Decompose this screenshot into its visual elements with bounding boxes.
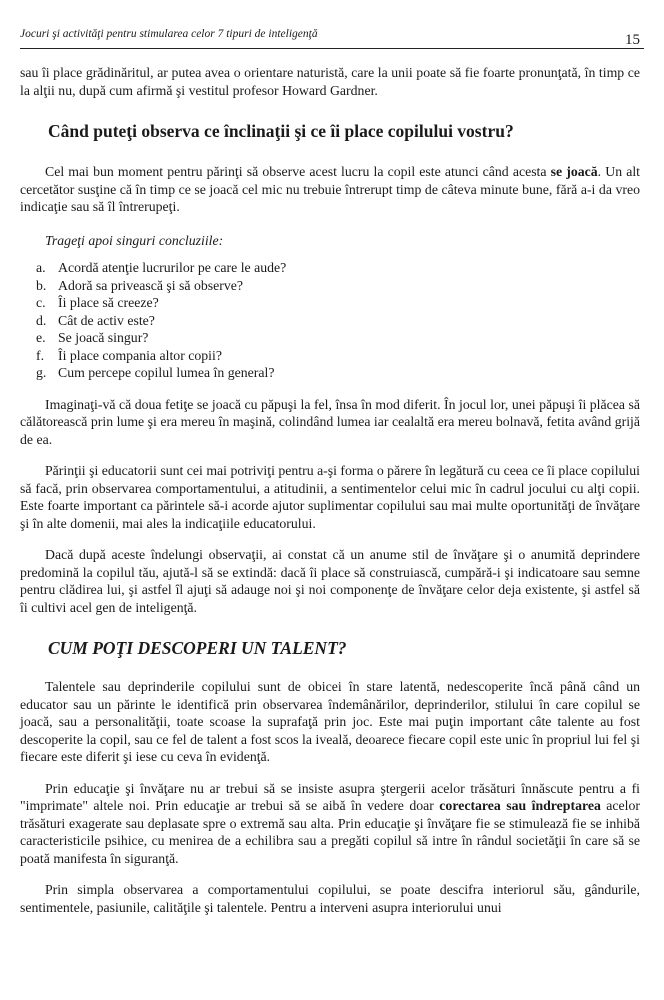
list-text: Acordă atenţie lucrurilor pe care le aude?: [58, 260, 287, 275]
emphasis-text: se joacă: [550, 164, 598, 179]
list-text: Se joacă singur?: [58, 330, 149, 345]
paragraph-education: [20, 780, 640, 868]
paragraph-text: acelor trăsături exagerate sau deplasate spre o extremă sau alta. Prin educaţie şi învăţare fie se stimulează fie se inhibă caracteristicile psihice, cu menirea de a echilibra sau a pregăti copilul să intre în rândul societăţii în care să se poată manifesta în siguranţă.: [20, 798, 640, 866]
list-text: Îi place compania altor copii?: [58, 347, 222, 363]
emphasis-text: corectarea sau îndreptarea: [439, 798, 601, 813]
header-title: Jocuri şi activităţi pentru stimularea celor 7 tipuri de inteligenţă: [20, 28, 318, 40]
paragraph-text: Cel mai bun moment pentru părinţi să observe acest lucru la copil este atunci când acesta: [45, 164, 551, 179]
list-item: [20, 347, 640, 365]
paragraph-latent-talents: Talentele sau deprinderile copilului sunt de obicei în stare latentă, nedescoperite încă până când un educator sau un părinte le identifică prin observarea îndemânărilor, deprinderilor, stilului în care copilul se joacă, sau a personalităţii, toate scoase la suprafaţă prin joc. Este mai puţin important câte talente au fost descoperite la copil, sau ce fel de talent a fost scos la iveală, deoarece fiecare copil este unic în propriul lui fel şi fiecare este diferit şi iese cu ceva în evidenţă.: [20, 679, 640, 764]
paragraph-best-moment: [20, 163, 640, 216]
paragraph-observation: Prin simpla observarea a comportamentului copilului, se poate descifra interiorul său, gândurile, sentimentele, pasiunile, calităţile şi talentele. Pentru a interveni asupra interiorului unui: [20, 882, 640, 915]
page-content: [20, 64, 640, 916]
list-item: [20, 259, 640, 277]
list-letter: c.: [36, 295, 46, 310]
list-letter: b.: [36, 277, 47, 293]
list-letter: f.: [36, 347, 45, 363]
paragraph-text: . Un alt cercetător susţine că în timp ce se joacă cel mic nu trebuie întrerupt timp de câteva minute bune, fără a-i da vreo indicaţie sau să îl întrerupeţi.: [20, 164, 641, 214]
intro-paragraph: sau îi place grădinăritul, ar putea avea o orientare naturistă, care la unii poate să fie foarte pronunţată, în timp ce la alţii nu, după cum afirmă şi vestitul profesor Howard Gardner.: [20, 65, 640, 98]
list-item: [20, 312, 640, 330]
conclusions-lead: Trageţi apoi singuri concluziile:: [45, 232, 224, 248]
paragraph-learning-style: Dacă după aceste îndelungi observaţii, ai constat că un anume stil de învăţare şi o anumită deprindere predomină la copilul tău, ajută-l să se extindă: dacă îi place să construiască, cumpără-i şi indicatoare sau semne pentru clădirea lui, şi astfel îl ajuţi să adauge noi şi noi componenţe de învăţare celor deja existente, şi astfel să îi cultivi acel gen de inteligenţă.: [20, 547, 640, 615]
section-heading-talent: CUM POŢI DESCOPERI UN TALENT?: [48, 638, 347, 658]
list-letter: e.: [36, 330, 46, 345]
questions-list: [20, 259, 640, 382]
section-heading-observe: Când puteţi observa ce înclinaţii şi ce îi place copilului vostru?: [48, 121, 514, 141]
list-letter: a.: [36, 260, 46, 275]
list-text: Îi place să creeze?: [58, 295, 159, 310]
list-text: Cum percepe copilul lumea în general?: [58, 365, 275, 380]
paragraph-parents-educators: Părinţii şi educatorii sunt cei mai potriviţi pentru a-şi forma o părere în legătură cu ceea ce îi place copilului să facă, prin observarea comportamentului, a atitudinii, a sentimentelor celui mic în cadrul jocului cu alţi copii. Este foarte important ca părintele să-i acorde ajutor suplimentar copilului sau mai multe oportunităţi de învăţare şi în alte domenii, mai ales la indicaţiile educatorului.: [20, 463, 640, 531]
list-item: [20, 329, 640, 347]
list-letter: d.: [36, 312, 47, 328]
list-item: [20, 294, 640, 312]
list-letter: g.: [36, 365, 47, 380]
list-text: Adoră sa privească şi să observe?: [58, 277, 244, 293]
running-header: [20, 26, 644, 49]
paragraph-dolls-example: Imaginaţi-vă că doua fetiţe se joacă cu păpuşi la fel, însa în mod diferit. În jocul lor, unei păpuşi îi plăcea să călătorească prin lume şi era mereu în maşină, colindând lumea iar cealaltă era mereu bolnavă, fetita având grijă de ea.: [20, 396, 640, 447]
list-item: [20, 364, 640, 382]
list-text: Cât de activ este?: [58, 312, 155, 328]
list-item: [20, 277, 640, 295]
paragraph-text: Prin educaţie şi învăţare nu ar trebui să se insiste asupra ştergerii acelor trăsături înnăscute pentru a fi "imprimate" altele noi. Prin educaţie ar trebui să se aibă în vedere doar: [20, 780, 640, 813]
page-number: 15: [625, 32, 640, 48]
